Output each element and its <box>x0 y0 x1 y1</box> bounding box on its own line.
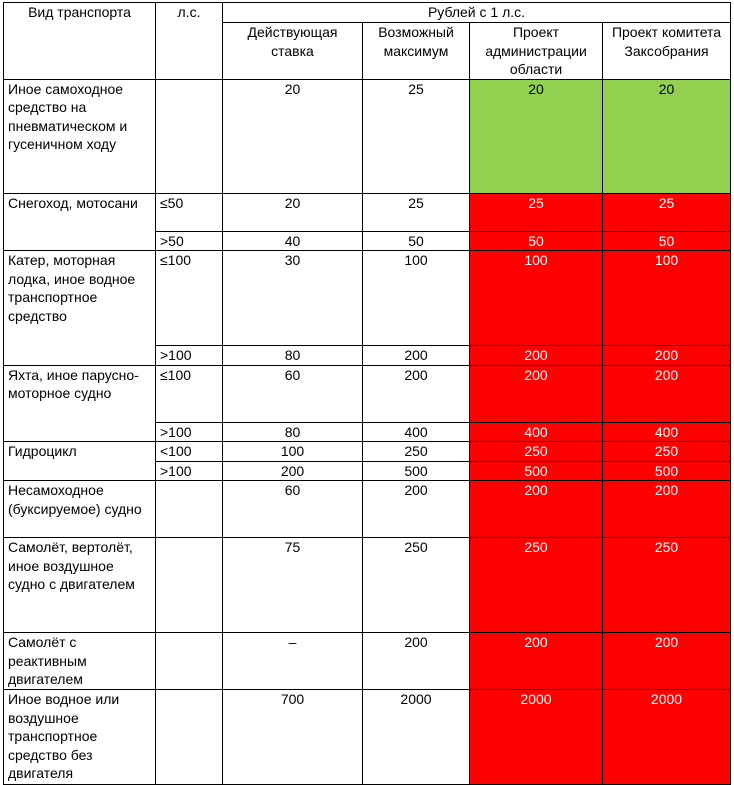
hp-range <box>156 538 223 633</box>
committee-project-value: 250 <box>603 538 731 633</box>
committee-project-value: 25 <box>603 193 731 231</box>
transport-name: Самолёт с реактивным двигателем <box>4 633 156 690</box>
header-admin-project: Проект администрации области <box>470 23 603 80</box>
header-committee-project: Проект комитета Заксобрания <box>603 23 731 80</box>
possible-max: 500 <box>363 461 470 481</box>
table-row <box>4 79 731 193</box>
table-row <box>4 633 731 690</box>
admin-project-value: 250 <box>470 538 603 633</box>
admin-project-value: 200 <box>470 481 603 538</box>
hp-range: >100 <box>156 346 223 366</box>
admin-project-value: 200 <box>470 346 603 366</box>
current-rate: 30 <box>223 251 363 346</box>
hp-range: <100 <box>156 442 223 462</box>
hp-range <box>156 79 223 193</box>
current-rate: 20 <box>223 79 363 193</box>
current-rate: 60 <box>223 365 363 422</box>
table-row <box>4 538 731 633</box>
possible-max: 2000 <box>363 690 470 785</box>
header-hp: л.с. <box>156 3 223 80</box>
transport-name: Иное водное или воздушное транспортное средство без двигателя <box>4 690 156 785</box>
transport-tax-table <box>3 2 731 785</box>
hp-range: >50 <box>156 231 223 251</box>
committee-project-value: 500 <box>603 461 731 481</box>
transport-name: Катер, моторная лодка, иное водное транспортное средство <box>4 251 156 366</box>
possible-max: 250 <box>363 442 470 462</box>
transport-name: Гидроцикл <box>4 442 156 481</box>
current-rate: 100 <box>223 442 363 462</box>
hp-range: >100 <box>156 461 223 481</box>
current-rate: 80 <box>223 422 363 442</box>
committee-project-value: 50 <box>603 231 731 251</box>
committee-project-value: 2000 <box>603 690 731 785</box>
admin-project-value: 200 <box>470 365 603 422</box>
committee-project-value: 100 <box>603 251 731 346</box>
header-possible-max: Возможный максимум <box>363 23 470 80</box>
admin-project-value: 25 <box>470 193 603 231</box>
hp-range: ≤100 <box>156 251 223 346</box>
current-rate: 75 <box>223 538 363 633</box>
table-row <box>4 251 731 346</box>
hp-range <box>156 690 223 785</box>
possible-max: 25 <box>363 79 470 193</box>
admin-project-value: 400 <box>470 422 603 442</box>
admin-project-value: 50 <box>470 231 603 251</box>
admin-project-value: 100 <box>470 251 603 346</box>
current-rate: – <box>223 633 363 690</box>
table-row <box>4 481 731 538</box>
admin-project-value: 250 <box>470 442 603 462</box>
table-row <box>4 690 731 785</box>
admin-project-value: 500 <box>470 461 603 481</box>
current-rate: 700 <box>223 690 363 785</box>
current-rate: 60 <box>223 481 363 538</box>
table-row <box>4 442 731 462</box>
possible-max: 200 <box>363 346 470 366</box>
transport-name: Яхта, иное парусно-моторное судно <box>4 365 156 442</box>
possible-max: 400 <box>363 422 470 442</box>
possible-max: 25 <box>363 193 470 231</box>
admin-project-value: 2000 <box>470 690 603 785</box>
header-transport-type: Вид транспорта <box>4 3 156 80</box>
current-rate: 40 <box>223 231 363 251</box>
current-rate: 200 <box>223 461 363 481</box>
current-rate: 20 <box>223 193 363 231</box>
hp-range <box>156 481 223 538</box>
hp-range: >100 <box>156 422 223 442</box>
possible-max: 200 <box>363 633 470 690</box>
committee-project-value: 200 <box>603 633 731 690</box>
committee-project-value: 200 <box>603 365 731 422</box>
table-row <box>4 365 731 422</box>
committee-project-value: 400 <box>603 422 731 442</box>
possible-max: 100 <box>363 251 470 346</box>
possible-max: 200 <box>363 365 470 422</box>
committee-project-value: 200 <box>603 346 731 366</box>
table-row <box>4 193 731 231</box>
transport-name: Снегоход, мотосани <box>4 193 156 251</box>
transport-name: Самолёт, вертолёт, иное воздушное судно с двигателем <box>4 538 156 633</box>
transport-name: Несамоходное (буксируемое) судно <box>4 481 156 538</box>
committee-project-value: 20 <box>603 79 731 193</box>
possible-max: 50 <box>363 231 470 251</box>
current-rate: 80 <box>223 346 363 366</box>
transport-name: Иное самоходное средство на пневматическом и гусеничном ходу <box>4 79 156 193</box>
header-rubles-per-hp: Рублей с 1 л.с. <box>223 3 731 23</box>
committee-project-value: 200 <box>603 481 731 538</box>
header-current-rate: Действующая ставка <box>223 23 363 80</box>
hp-range: ≤50 <box>156 193 223 231</box>
admin-project-value: 200 <box>470 633 603 690</box>
committee-project-value: 250 <box>603 442 731 462</box>
hp-range: ≤100 <box>156 365 223 422</box>
hp-range <box>156 633 223 690</box>
admin-project-value: 20 <box>470 79 603 193</box>
possible-max: 250 <box>363 538 470 633</box>
possible-max: 200 <box>363 481 470 538</box>
